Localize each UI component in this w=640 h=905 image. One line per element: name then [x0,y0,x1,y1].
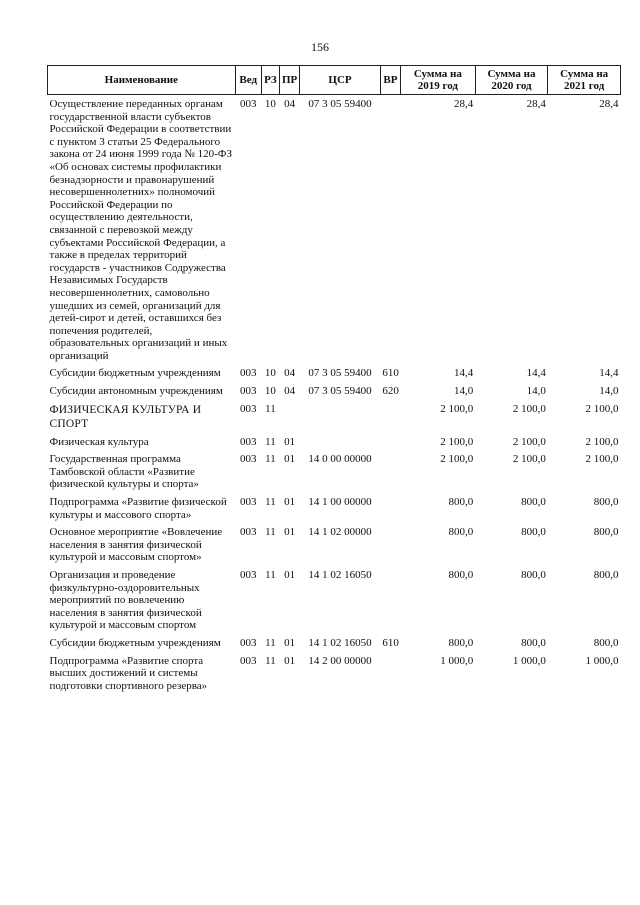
row-sum-2020: 28,4 [526,98,546,110]
row-sum-2021: 2 100,0 [585,435,619,448]
row-sum-2020: 800,0 [521,569,546,581]
row-sum-2019: 14,0 [453,385,474,398]
header-sum-2020: Сумма на 2020 год [475,66,548,95]
row-csr: 07 3 05 59400 [308,385,372,398]
row-ved: 003 [239,453,257,466]
row-csr: 07 3 05 59400 [308,367,372,380]
row-pr: 01 [284,453,296,466]
row-name: ФИЗИЧЕСКАЯ КУЛЬТУРА И СПОРТ [49,403,202,430]
row-rz: 10 [264,385,276,398]
row-ved: 003 [239,98,257,110]
row-name: Основное мероприятие «Вовлечение населения в занятия физической культурой и массовым спортом» [49,526,223,564]
row-vr [380,566,400,634]
header-csr: ЦСР [300,66,381,95]
row-csr: 14 1 00 00000 [308,496,372,509]
row-vr [380,652,400,695]
row-sum-2020: 800,0 [521,496,546,509]
row-sum-2019: 2 100,0 [440,453,474,466]
page-number: 156 [311,40,329,54]
header-ved: Вед [235,66,261,95]
header-pr: ПР [280,66,300,95]
row-sum-2019: 800,0 [448,496,474,509]
row-vr: 620 [382,385,399,398]
row-pr: 01 [284,569,296,581]
row-vr [380,95,400,365]
row-csr [300,433,381,451]
row-pr: 01 [284,435,296,448]
row-rz: 10 [264,98,276,110]
table-row [48,95,621,365]
row-sum-2021: 2 100,0 [585,453,619,466]
row-csr: 14 1 02 00000 [308,526,372,539]
row-sum-2020: 800,0 [521,526,546,539]
row-csr: 14 1 02 16050 [308,636,372,649]
row-vr [380,523,400,566]
header-rz: РЗ [261,66,279,95]
row-name: Субсидии автономным учреждениям [49,385,223,398]
row-sum-2020: 1 000,0 [512,654,546,667]
row-vr [380,493,400,523]
row-sum-2021: 14,0 [599,385,619,398]
row-csr: 07 3 05 59400 [308,98,372,110]
row-sum-2021: 800,0 [593,526,619,539]
row-rz: 11 [265,569,276,581]
row-rz: 11 [265,526,276,539]
row-sum-2019: 28,4 [453,98,474,110]
row-csr: 14 0 00 00000 [308,453,372,466]
row-ved: 003 [239,435,257,448]
header-sum-2021: Сумма на 2021 год [548,66,621,95]
row-ved: 003 [239,496,257,509]
row-pr: 01 [284,526,296,539]
row-sum-2020: 800,0 [521,636,546,649]
table-header-row [48,66,621,95]
row-vr [380,450,400,493]
row-pr: 04 [284,367,296,380]
row-name: Подпрограмма «Развитие физической культуры и массового спорта» [49,496,227,521]
row-rz: 11 [265,435,276,448]
row-sum-2021: 2 100,0 [585,402,619,415]
row-pr [280,400,300,433]
row-name: Подпрограмма «Развитие спорта высших достижений и системы подготовки спортивного резерва» [49,654,208,692]
row-vr [380,400,400,433]
row-sum-2020: 2 100,0 [512,435,546,448]
row-csr: 14 2 00 00000 [308,654,372,667]
row-sum-2021: 28,4 [599,98,619,110]
row-name: Государственная программа Тамбовской области «Развитие физической культуры и спорта» [49,453,199,491]
row-sum-2020: 14,0 [526,385,546,398]
row-pr: 04 [284,385,296,398]
row-ved: 003 [239,402,257,415]
row-name: Организация и проведение физкультурно-оздоровительных мероприятий по вовлечению населения в занятия физической культурой и массовым спортом [49,569,202,632]
row-sum-2021: 800,0 [593,569,619,581]
row-ved: 003 [239,569,257,581]
row-rz: 10 [264,367,276,380]
header-name: Наименование [48,66,236,95]
table-row [48,382,621,400]
row-sum-2020: 2 100,0 [512,453,546,466]
row-pr: 01 [284,636,296,649]
row-sum-2020: 2 100,0 [512,402,546,415]
row-sum-2021: 800,0 [593,496,619,509]
table-row [48,433,621,451]
table-row [48,652,621,695]
row-ved: 003 [239,367,257,380]
row-sum-2021: 1 000,0 [585,654,619,667]
row-sum-2019: 800,0 [448,569,474,581]
row-ved: 003 [239,526,257,539]
table-row [48,566,621,634]
table-row [48,493,621,523]
row-ved: 003 [239,636,257,649]
row-sum-2019: 14,4 [453,367,474,380]
table-row [48,634,621,652]
row-ved: 003 [239,385,257,398]
row-rz: 11 [265,654,276,667]
row-vr: 610 [382,636,399,649]
row-sum-2019: 800,0 [448,636,474,649]
row-ved: 003 [239,654,257,667]
budget-table [47,65,621,694]
row-rz: 11 [265,636,276,649]
row-csr [300,400,381,433]
row-sum-2019: 2 100,0 [440,402,474,415]
table-row [48,450,621,493]
row-rz: 11 [265,496,276,509]
row-pr: 04 [284,98,296,110]
header-sum-2019: Сумма на 2019 год [401,66,476,95]
row-rz: 11 [265,453,276,466]
table-row [48,364,621,382]
row-vr: 610 [382,367,399,380]
table-row [48,400,621,433]
row-sum-2020: 14,4 [526,367,546,380]
row-pr: 01 [284,496,296,509]
row-sum-2021: 800,0 [593,636,619,649]
row-name: Субсидии бюджетным учреждениям [49,636,221,649]
row-name: Субсидии бюджетным учреждениям [49,367,221,380]
row-sum-2019: 800,0 [448,526,474,539]
table-row [48,523,621,566]
row-name: Осуществление переданных органам государственной власти субъектов Российской Федерации в соответствии с пунктом 3 статьи 25 Федерального закона от 24 июня 1999 года № 120-ФЗ «Об основах системы профилактики безнадзорности и правонарушений несовершеннолетних» полномочий Российской Федерации по осуществлению деятельности, связанной с перевозкой между субъектами Российской Федерации, а также в пределах территорий государств - участников Содружества Независимых Государств несовершеннолетних, самовольно ушедших из семей, организаций для детей-сирот и детей, оставшихся без попечения родителей, образовательных организаций и иных организаций [49,98,233,362]
row-csr: 14 1 02 16050 [308,569,372,581]
row-pr: 01 [284,654,296,667]
row-name: Физическая культура [49,435,149,448]
header-vr: ВР [380,66,400,95]
row-vr [380,433,400,451]
row-sum-2021: 14,4 [599,367,619,380]
row-sum-2019: 1 000,0 [440,654,474,667]
row-rz: 11 [265,402,276,415]
row-sum-2019: 2 100,0 [440,435,474,448]
